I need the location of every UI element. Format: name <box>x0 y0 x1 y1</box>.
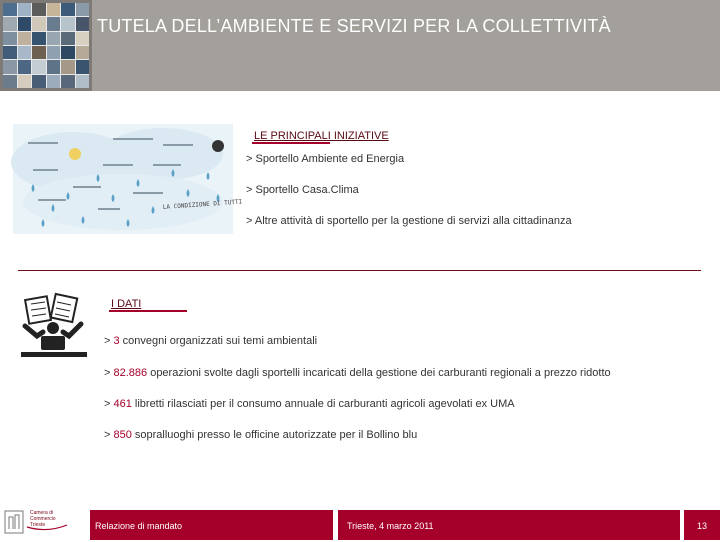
data-item: > 3 convegni organizzati sui temi ambientali <box>104 335 318 347</box>
footer-report-label: Relazione di mandato <box>95 521 183 531</box>
page-title: TUTELA DELL’AMBIENTE E SERVIZI PER LA COLLETTIVITÀ <box>97 16 611 36</box>
footer-date: Trieste, 4 marzo 2011 <box>347 521 434 531</box>
header-photo-collage <box>0 0 92 91</box>
initiative-item: > Sportello Ambiente ed Energia <box>246 153 405 165</box>
data-item: > 461 libretti rilasciati per il consumo annuale di carburanti agricoli agevolati ex UMA <box>104 398 515 410</box>
header-bar <box>0 0 720 91</box>
initiatives-title: LE PRINCIPALI INIZIATIVE <box>254 130 389 142</box>
initiative-item: > Altre attività di sportello per la gestione di servizi alla cittadinanza <box>246 215 572 227</box>
section-divider <box>18 270 701 271</box>
data-people-icon <box>19 292 89 360</box>
initiative-item: > Sportello Casa.Clima <box>246 184 359 196</box>
initiatives-illustration <box>13 124 243 234</box>
data-item: > 82.886 operazioni svolte dagli sportelli incaricati della gestione dei carburanti regionali a prezzo ridotto <box>104 367 611 379</box>
illustration-caption: LA CONDIZIONE DI TUTTI <box>162 198 243 211</box>
data-title: I DATI <box>111 298 142 310</box>
data-item: > 850 sopralluoghi presso le officine autorizzate per il Bollino blu <box>104 429 418 441</box>
page-number: 13 <box>697 521 708 531</box>
logo-text: Camera di Commercio Trieste <box>30 510 56 528</box>
